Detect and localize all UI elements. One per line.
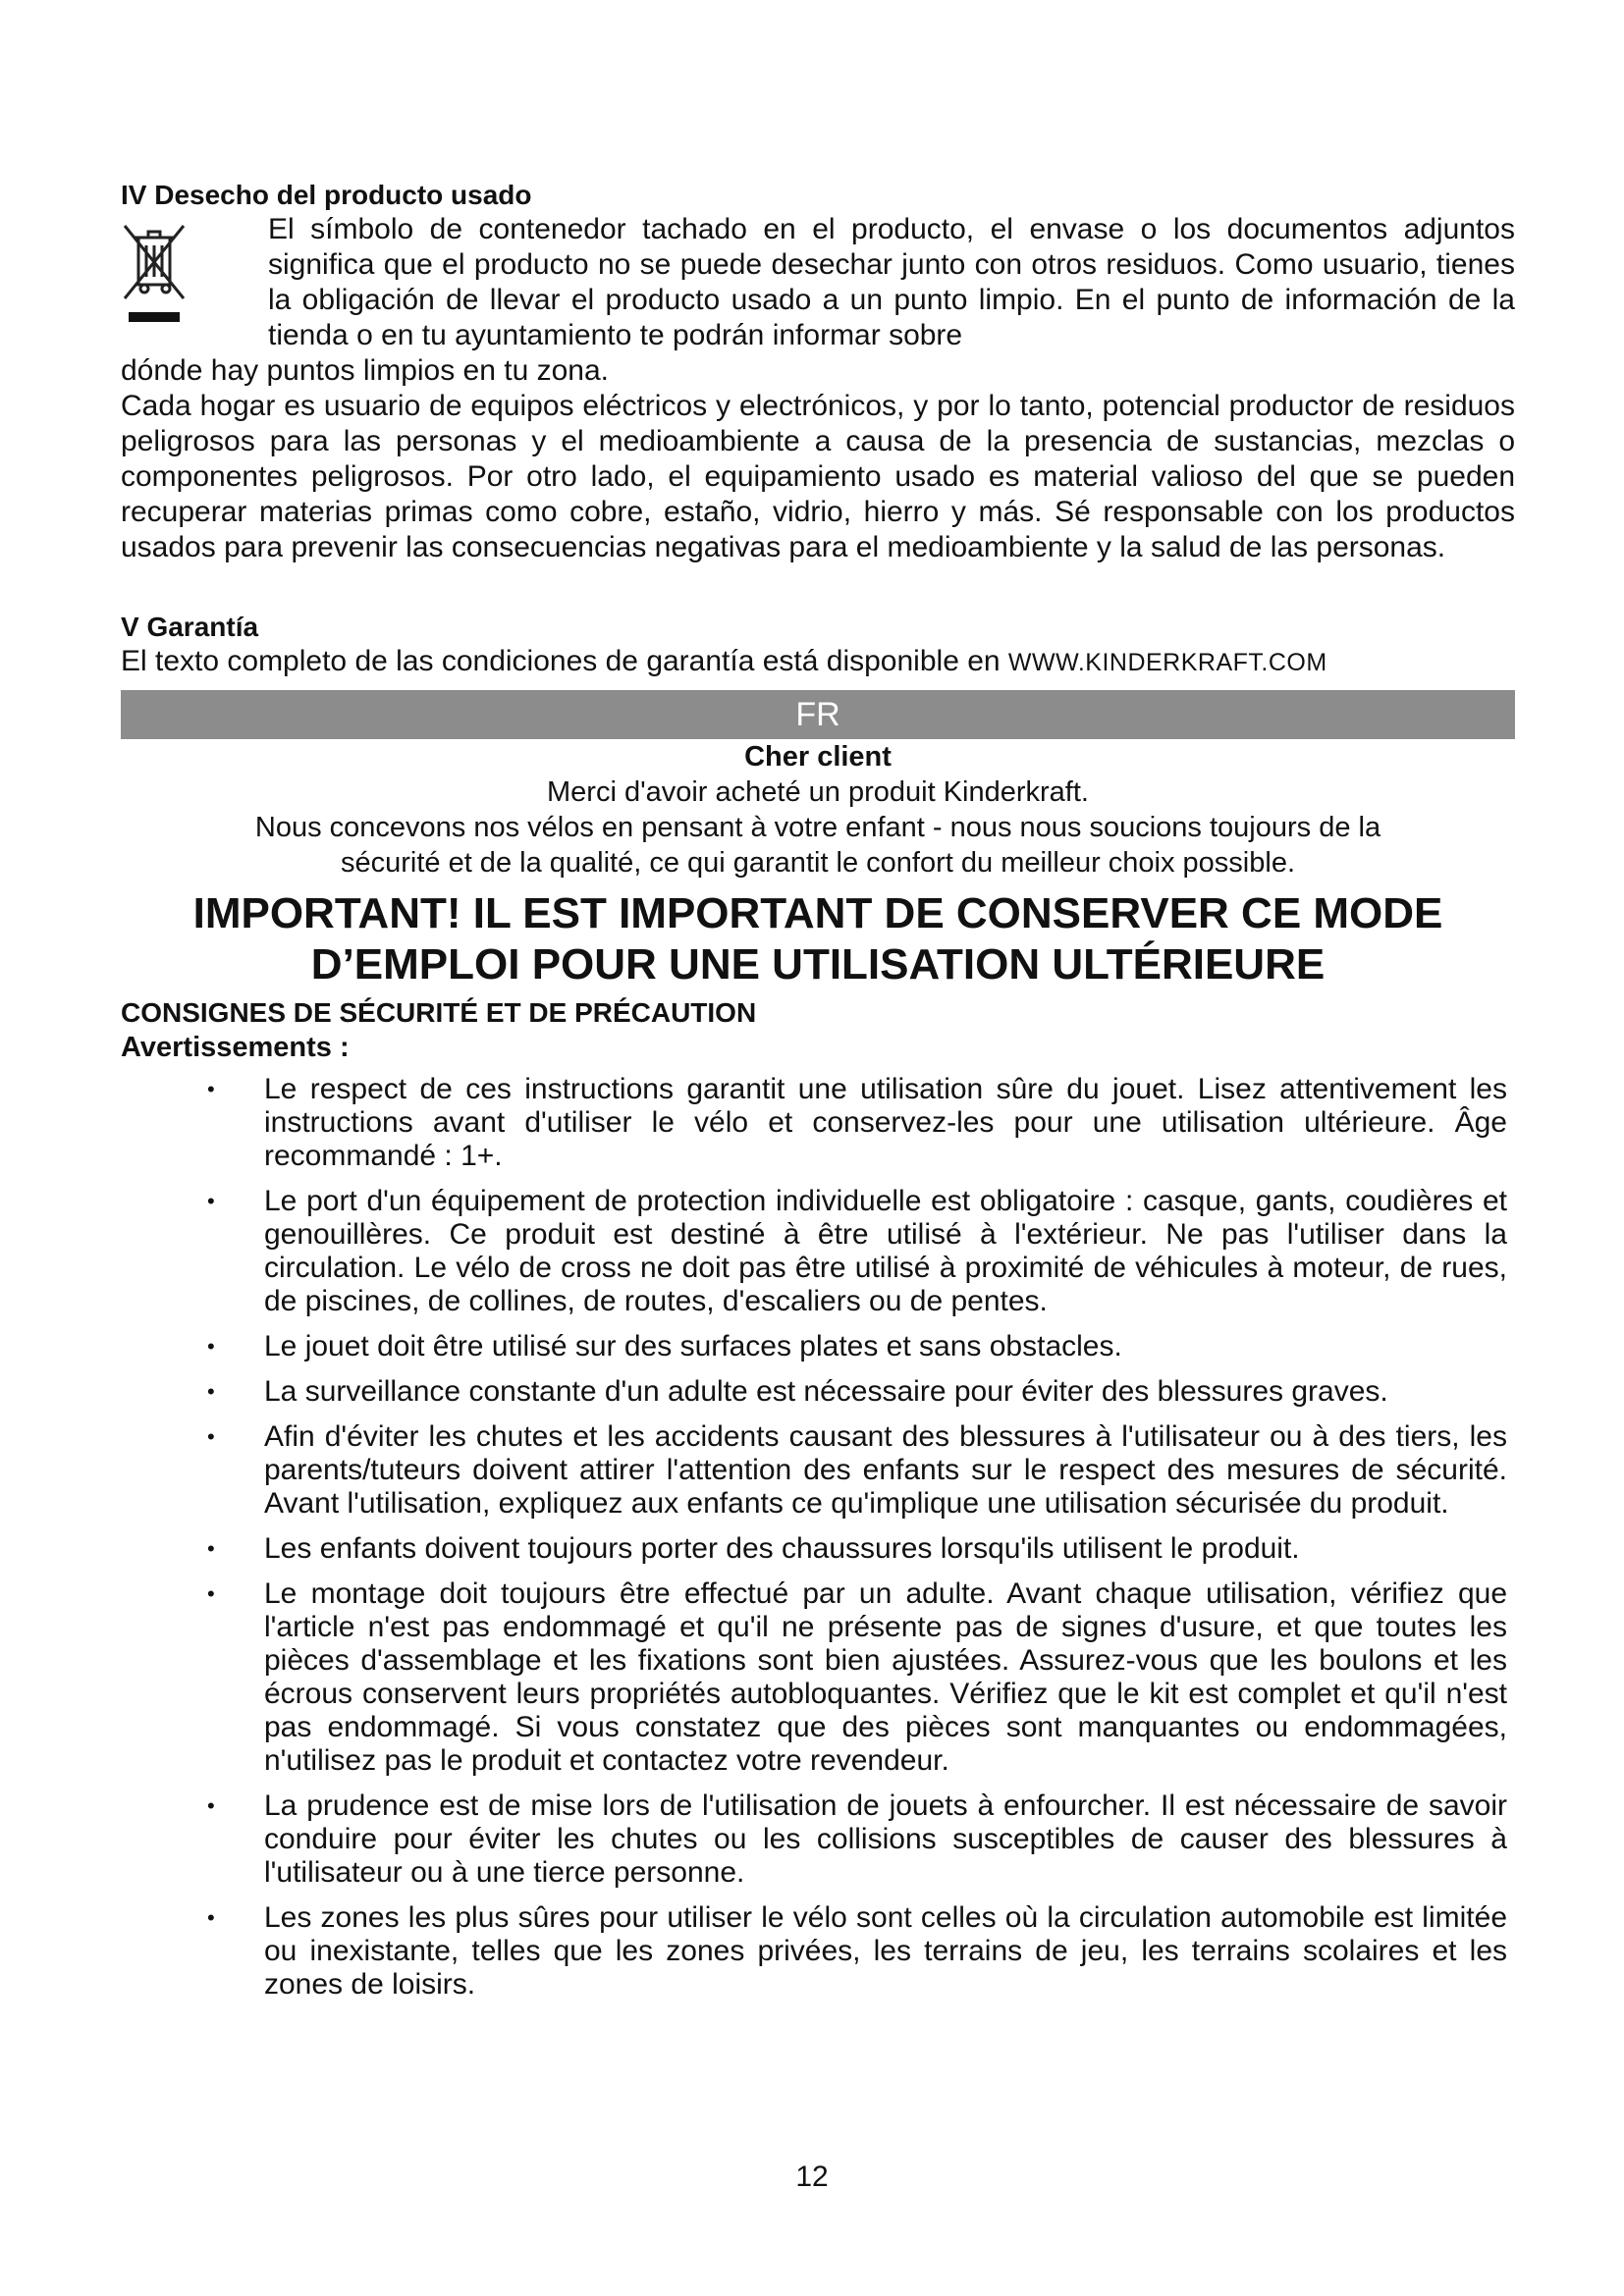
list-item: • La surveillance constante d'un adulte est nécessaire pour éviter des blessures graves. bbox=[207, 1375, 1388, 1408]
bullet-icon: • bbox=[207, 1424, 215, 1449]
language-band-fr: FR bbox=[121, 690, 1515, 739]
list-item: • Le jouet doit être utilisé sur des surfaces plates et sans obstacles. bbox=[207, 1330, 1122, 1362]
safety-heading: CONSIGNES DE SÉCURITÉ ET DE PRÉCAUTION bbox=[121, 997, 757, 1028]
bullet-icon: • bbox=[207, 1077, 215, 1101]
bullet-icon: • bbox=[207, 1189, 215, 1213]
warranty-url[interactable]: WWW.KINDERKRAFT.COM bbox=[1007, 649, 1327, 676]
disposal-paragraph: Cada hogar es usuario de equipos eléctricos y electrónicos, y por lo tanto, potencial productor de residuos peligrosos para las personas y el medioambiente a causa de la presencia de sustancias, mezclas o componentes peligrosos. Por otro lado, el equipamiento usado es material valioso del que se pueden recuperar materias primas como cobre, estaño, vidrio, hierro y más. Sé responsable con los productos usados para prevenir las consecuencias negativas para el medioambiente y la salud de las personas. bbox=[121, 390, 1515, 563]
crossed-out-wheelie-bin-icon bbox=[121, 212, 268, 333]
list-item: • La prudence est de mise lors de l'utilisation de jouets à enfourcher. Il est nécessaire de savoir conduire pour éviter les chutes ou les collisions susceptibles de causer des blessures à l'utilisateur ou à une tierce personne. bbox=[207, 1789, 1507, 1889]
list-item: • Afin d'éviter les chutes et les accidents causant des blessures à l'utilisateur ou à des tiers, les parents/tuteurs doivent attirer l'attention des enfants sur le respect des mesures de sécurité. Avant l'utilisation, expliquez aux enfants ce qu'implique une utilisation sécurisée du produit. bbox=[207, 1420, 1507, 1520]
intro-line-2: sécurité et de la qualité, ce qui garantit le confort du meilleur choix possible. bbox=[340, 847, 1296, 879]
weee-block bbox=[121, 212, 1515, 353]
bullet-icon: • bbox=[207, 1334, 215, 1359]
weee-paragraph: El símbolo de contenedor tachado en el producto, el envase o los documentos adjuntos significa que el producto no se puede desechar junto con otros residuos. Como usuario, tienes la obligación de llevar el producto usado a un punto limpio. En el punto de información de la tienda o en tu ayuntamiento te podrán informar sobre bbox=[268, 213, 1515, 351]
thanks-line: Merci d'avoir acheté un produit Kinderkraft. bbox=[547, 776, 1089, 808]
list-item: • Les enfants doivent toujours porter des chaussures lorsqu'ils utilisent le produit. bbox=[207, 1532, 1300, 1565]
greeting: Cher client bbox=[744, 741, 892, 773]
warnings-list bbox=[121, 1073, 1515, 2002]
list-item: • Les zones les plus sûres pour utiliser le vélo sont celles où la circulation automobile est limitée ou inexistante, telles que les zones privées, les terrains de jeu, les terrains scolaires et les zones de loisirs. bbox=[207, 1901, 1507, 2001]
bullet-icon: • bbox=[207, 1905, 215, 1930]
bullet-icon: • bbox=[207, 1379, 215, 1404]
important-line-1: IMPORTANT! IL EST IMPORTANT DE CONSERVER CE MODE bbox=[192, 889, 1443, 937]
warnings-heading: Avertissements : bbox=[121, 1032, 350, 1063]
list-item: • Le port d'un équipement de protection individuelle est obligatoire : casque, gants, coudières et genouillères. Ce produit est destiné à être utilisé à l'extérieur. Ne pas l'utiliser dans la circulation. Le vélo de cross ne doit pas être utilisé à proximité de véhicules à moteur, de rues, de piscines, de collines, de routes, d'escaliers ou de pentes. bbox=[207, 1185, 1507, 1317]
section-iv-title: IV Desecho del producto usado bbox=[121, 180, 532, 210]
list-item: • Le respect de ces instructions garantit une utilisation sûre du jouet. Lisez attentivement les instructions avant d'utiliser le vélo et conservez-les pour une utilisation ultérieure. Âge recommandé : 1+. bbox=[207, 1073, 1507, 1172]
section-v-title: V Garantía bbox=[121, 612, 259, 642]
list-item: • Le montage doit toujours être effectué par un adulte. Avant chaque utilisation, vérifiez que l'article n'est pas endommagé et qu'il ne présente pas de signes d'usure, et que toutes les pièces d'assemblage et les fixations sont bien ajustées. Assurez-vous que les boulons et les écrous conservent leurs propriétés autobloquantes. Vérifiez que le kit est complet et qu'il n'est pas endommagé. Si vous constatez que des pièces sont manquantes ou endommagées, n'utilisez pas le produit et contactez votre revendeur. bbox=[207, 1577, 1507, 1777]
intro-line-1: Nous concevons nos vélos en pensant à votre enfant - nous nous soucions toujours de la bbox=[254, 812, 1381, 843]
warranty-sentence: El texto completo de las condiciones de garantía está disponible en bbox=[121, 645, 1001, 677]
important-line-2: D’EMPLOI POUR UNE UTILISATION ULTÉRIEURE bbox=[310, 940, 1326, 988]
page-content bbox=[121, 179, 1515, 2013]
bullet-icon: • bbox=[207, 1581, 215, 1606]
bullet-icon: • bbox=[207, 1793, 215, 1818]
important-heading bbox=[121, 888, 1515, 990]
bullet-icon: • bbox=[207, 1536, 215, 1561]
page-number: 12 bbox=[795, 2161, 829, 2193]
weee-tail: dónde hay puntos limpios en tu zona. bbox=[121, 354, 610, 387]
warranty-text bbox=[121, 644, 1515, 680]
